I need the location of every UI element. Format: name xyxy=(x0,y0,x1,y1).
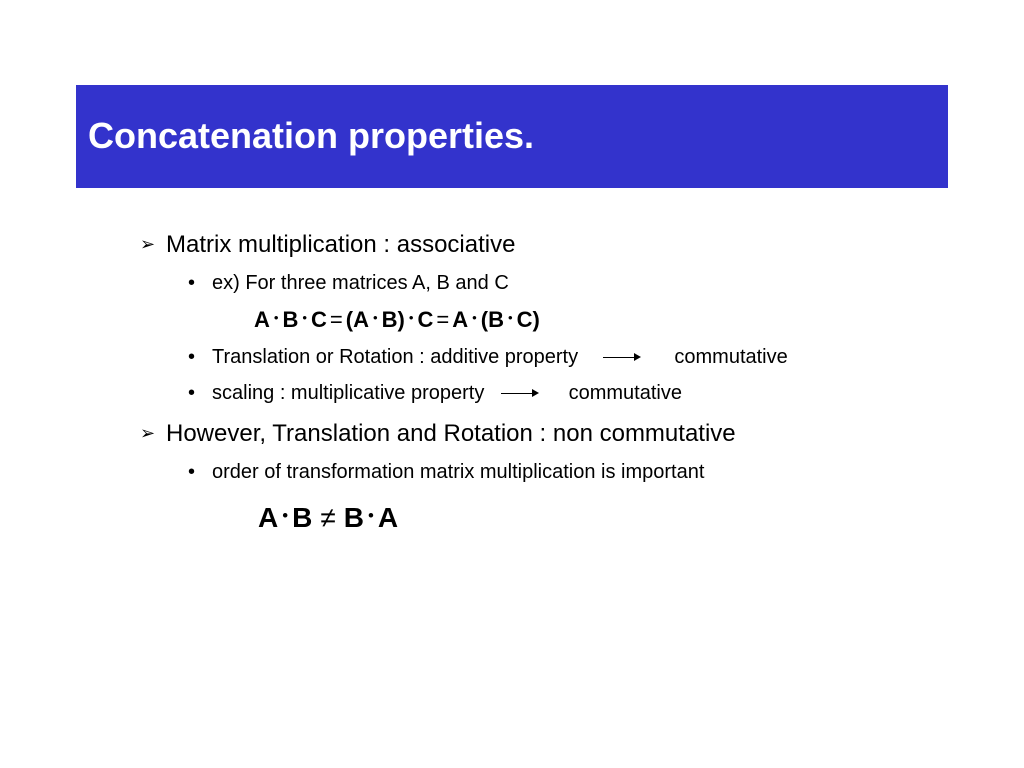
slide-title: Concatenation properties. xyxy=(88,115,535,156)
sub-bullet-scaling: • scaling : multiplicative property commutative xyxy=(188,382,682,404)
bullet-item-non-commutative xyxy=(140,420,736,448)
right-arrow-icon xyxy=(603,352,641,364)
associative-formula: A • B • C = (A • B) • C = A • (B • C) xyxy=(254,307,540,332)
dot-bullet-icon: • xyxy=(188,346,196,368)
arrow-bullet-icon: ➢ xyxy=(140,423,156,443)
bullet-text: However, Translation and Rotation : non commutative xyxy=(166,420,736,447)
dot-bullet-icon: • xyxy=(188,272,196,294)
sub-bullet-order: • order of transformation matrix multiplication is important xyxy=(188,461,705,483)
title-bar xyxy=(76,85,948,188)
sub-bullet-translation-rotation: • Translation or Rotation : additive property commutative xyxy=(188,346,788,368)
bullet-item-associative xyxy=(140,231,515,259)
dot-bullet-icon: • xyxy=(188,382,196,404)
right-arrow-icon xyxy=(501,388,539,400)
non-commutative-formula: A • B ≠ B • A xyxy=(258,502,399,533)
bullet-text: Matrix multiplication : associative xyxy=(166,231,516,258)
sub-bullet-example: • ex) For three matrices A, B and C xyxy=(188,272,509,294)
arrow-bullet-icon: ➢ xyxy=(140,234,156,254)
dot-bullet-icon: • xyxy=(188,461,196,483)
